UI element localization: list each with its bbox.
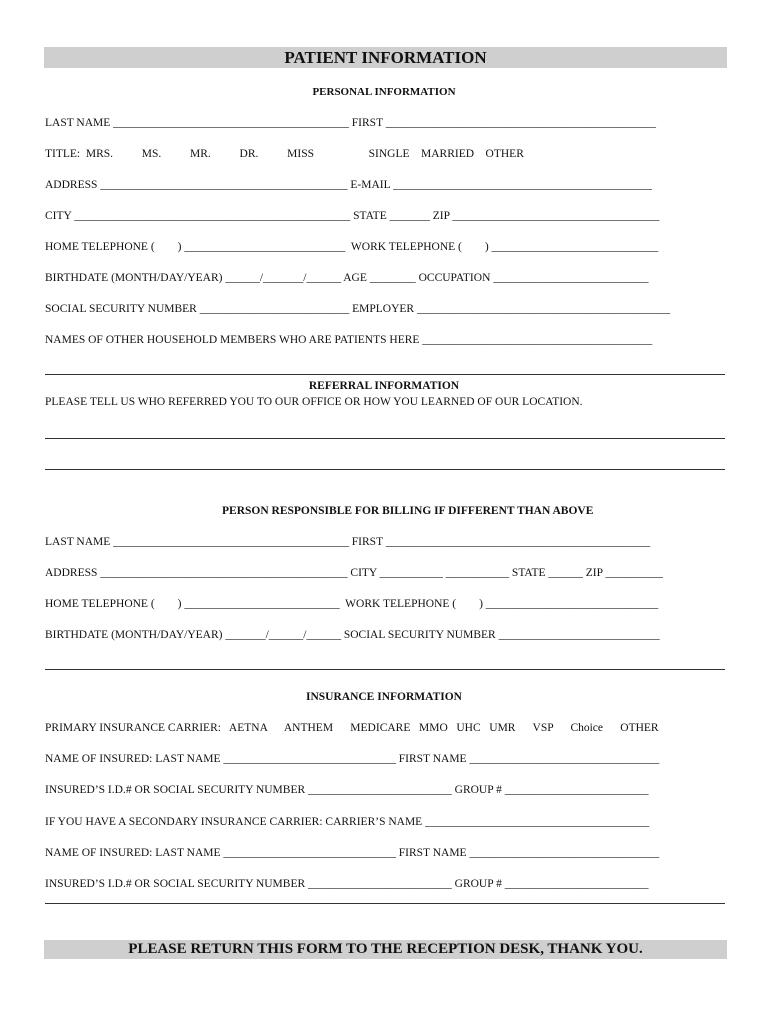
divider [45, 903, 725, 904]
billing-address-line[interactable]: ADDRESS ___________________________________________ CITY ___________ ___________ STATE ______ ZIP __________ [45, 567, 663, 579]
referral-answer-line-1[interactable] [45, 438, 725, 439]
billing-birthdate-line[interactable]: BIRTHDATE (MONTH/DAY/YEAR) _______/______/______ SOCIAL SECURITY NUMBER ____________________________ [45, 629, 660, 641]
address-email-line[interactable]: ADDRESS ___________________________________________ E-MAIL _____________________________________________ [45, 179, 652, 191]
household-members-line[interactable]: NAMES OF OTHER HOUSEHOLD MEMBERS WHO ARE PATIENTS HERE ________________________________________ [45, 334, 653, 346]
last-first-line[interactable]: LAST NAME _________________________________________ FIRST _______________________________________________ [45, 117, 657, 129]
insurance-heading: INSURANCE INFORMATION [305, 691, 462, 703]
referral-prompt: PLEASE TELL US WHO REFERRED YOU TO OUR OFFICE OR HOW YOU LEARNED OF OUR LOCATION. [45, 396, 583, 408]
divider [45, 669, 725, 670]
footer-text: PLEASE RETURN THIS FORM TO THE RECEPTION DESK, THANK YOU. [128, 941, 643, 957]
page-title-banner [44, 47, 727, 68]
city-state-zip-line[interactable]: CITY ________________________________________________ STATE _______ ZIP ____________________________________ [45, 210, 660, 222]
title-options-line[interactable]: TITLE: MRS. MS. MR. DR. MISS SINGLE MARRIED OTHER [45, 148, 524, 160]
billing-telephone-line[interactable]: HOME TELEPHONE ( ) ___________________________ WORK TELEPHONE ( ) ______________________________ [45, 598, 659, 610]
insured-name-line[interactable]: NAME OF INSURED: LAST NAME ______________________________ FIRST NAME _________________________________ [45, 753, 660, 765]
birthdate-line[interactable]: BIRTHDATE (MONTH/DAY/YEAR) ______/_______/______ AGE ________ OCCUPATION ___________________________ [45, 272, 649, 284]
footer-banner [44, 940, 727, 959]
referral-answer-line-2[interactable] [45, 469, 725, 470]
ssn-employer-line[interactable]: SOCIAL SECURITY NUMBER __________________________ EMPLOYER ____________________________________________ [45, 303, 670, 315]
secondary-insured-id-line[interactable]: INSURED’S I.D.# OR SOCIAL SECURITY NUMBER _________________________ GROUP # _________________________ [45, 878, 649, 890]
page-title: PATIENT INFORMATION [284, 48, 487, 67]
insured-id-line[interactable]: INSURED’S I.D.# OR SOCIAL SECURITY NUMBER _________________________ GROUP # _________________________ [45, 784, 649, 796]
billing-name-line[interactable]: LAST NAME _________________________________________ FIRST ______________________________________________ [45, 536, 651, 548]
secondary-carrier-line[interactable]: IF YOU HAVE A SECONDARY INSURANCE CARRIER: CARRIER’S NAME _______________________________________ [45, 816, 650, 828]
secondary-insured-name-line[interactable]: NAME OF INSURED: LAST NAME ______________________________ FIRST NAME _________________________________ [45, 847, 660, 859]
telephone-line[interactable]: HOME TELEPHONE ( ) ____________________________ WORK TELEPHONE ( ) _____________________________ [45, 241, 659, 253]
personal-heading: PERSONAL INFORMATION [312, 86, 456, 98]
divider [45, 374, 725, 375]
referral-heading: REFERRAL INFORMATION [308, 380, 460, 392]
billing-heading: PERSON RESPONSIBLE FOR BILLING IF DIFFERENT THAN ABOVE [222, 505, 594, 517]
primary-carrier-line[interactable]: PRIMARY INSURANCE CARRIER: AETNA ANTHEM MEDICARE MMO UHC UMR VSP Choice OTHER [45, 722, 659, 734]
